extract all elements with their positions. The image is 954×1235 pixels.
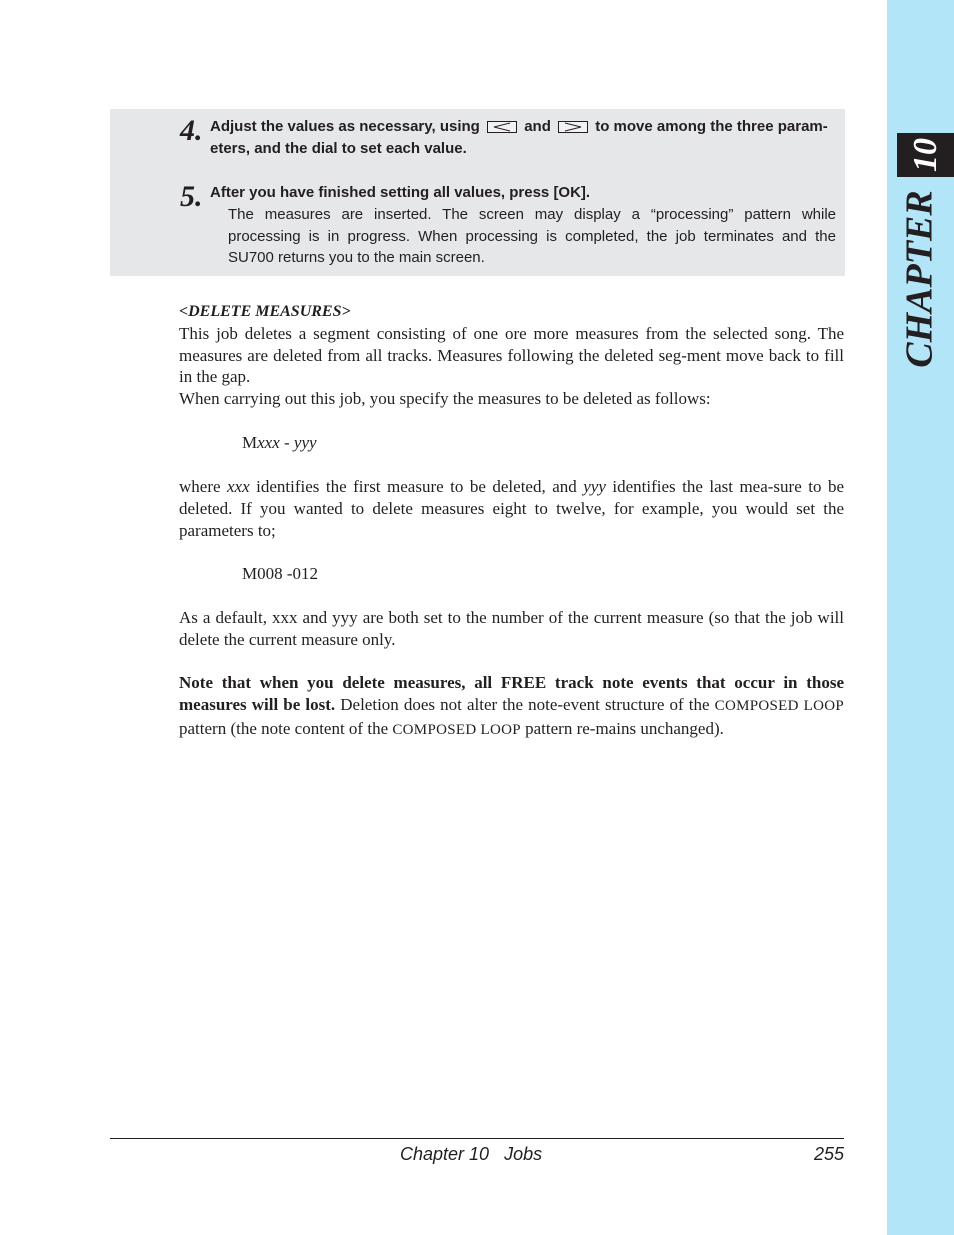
right-arrow-key-icon: [558, 121, 588, 133]
section-intro-2: When carrying out this job, you specify the measures to be deleted as follows:: [179, 389, 711, 409]
chapter-label: CHAPTER: [899, 190, 941, 368]
footer-rule: [110, 1138, 844, 1139]
default-paragraph: As a default, xxx and yyy are both set to the number of the current measure (so that the job will delete the current measure only.: [179, 608, 844, 649]
chapter-sidebar: [887, 0, 954, 1235]
where-paragraph: where xxx identifies the first measure to be deleted, and yyy identifies the last mea-sure to be deleted. If you wanted to delete measures eight to twelve, for example, you would set the parameters to;: [179, 477, 844, 540]
format-line: Mxxx - yyy: [242, 433, 317, 452]
step-5-body: The measures are inserted. The screen may display a “processing” pattern while processing is in progress. When processing is completed, the job terminates and the SU700 returns you to the main screen.: [228, 206, 836, 266]
section-heading: <DELETE MEASURES>: [179, 303, 351, 320]
left-arrow-key-icon: [487, 121, 517, 133]
step-4-number: 4.: [180, 114, 203, 147]
footer-chapter: Chapter 10 Jobs: [400, 1144, 543, 1164]
page-number: 255: [813, 1144, 844, 1164]
example-line: M008 -012: [242, 564, 319, 583]
chapter-number: 10: [906, 138, 944, 172]
step-5-number: 5.: [180, 180, 203, 213]
section-delete-measures: [179, 301, 844, 410]
note-paragraph: Note that when you delete measures, all FREE track note events that occur in those measures will be lost. Deletion does not alter the note-event structure of the COMPOSED LOOP pattern (the note content of the COMPOSED LOOP pattern re-mains unchanged).: [179, 673, 844, 738]
step-5-title: After you have finished setting all values, press [OK].: [210, 184, 591, 201]
step-4-text: Adjust the values as necessary, using and to move among the three param- eters, and the dial to set each value.: [210, 118, 828, 157]
section-intro: This job deletes a segment consisting of one ore more measures from the selected song. The measures are deleted from all tracks. Measures following the deleted seg-ment move back to fill in the gap.: [179, 323, 844, 387]
